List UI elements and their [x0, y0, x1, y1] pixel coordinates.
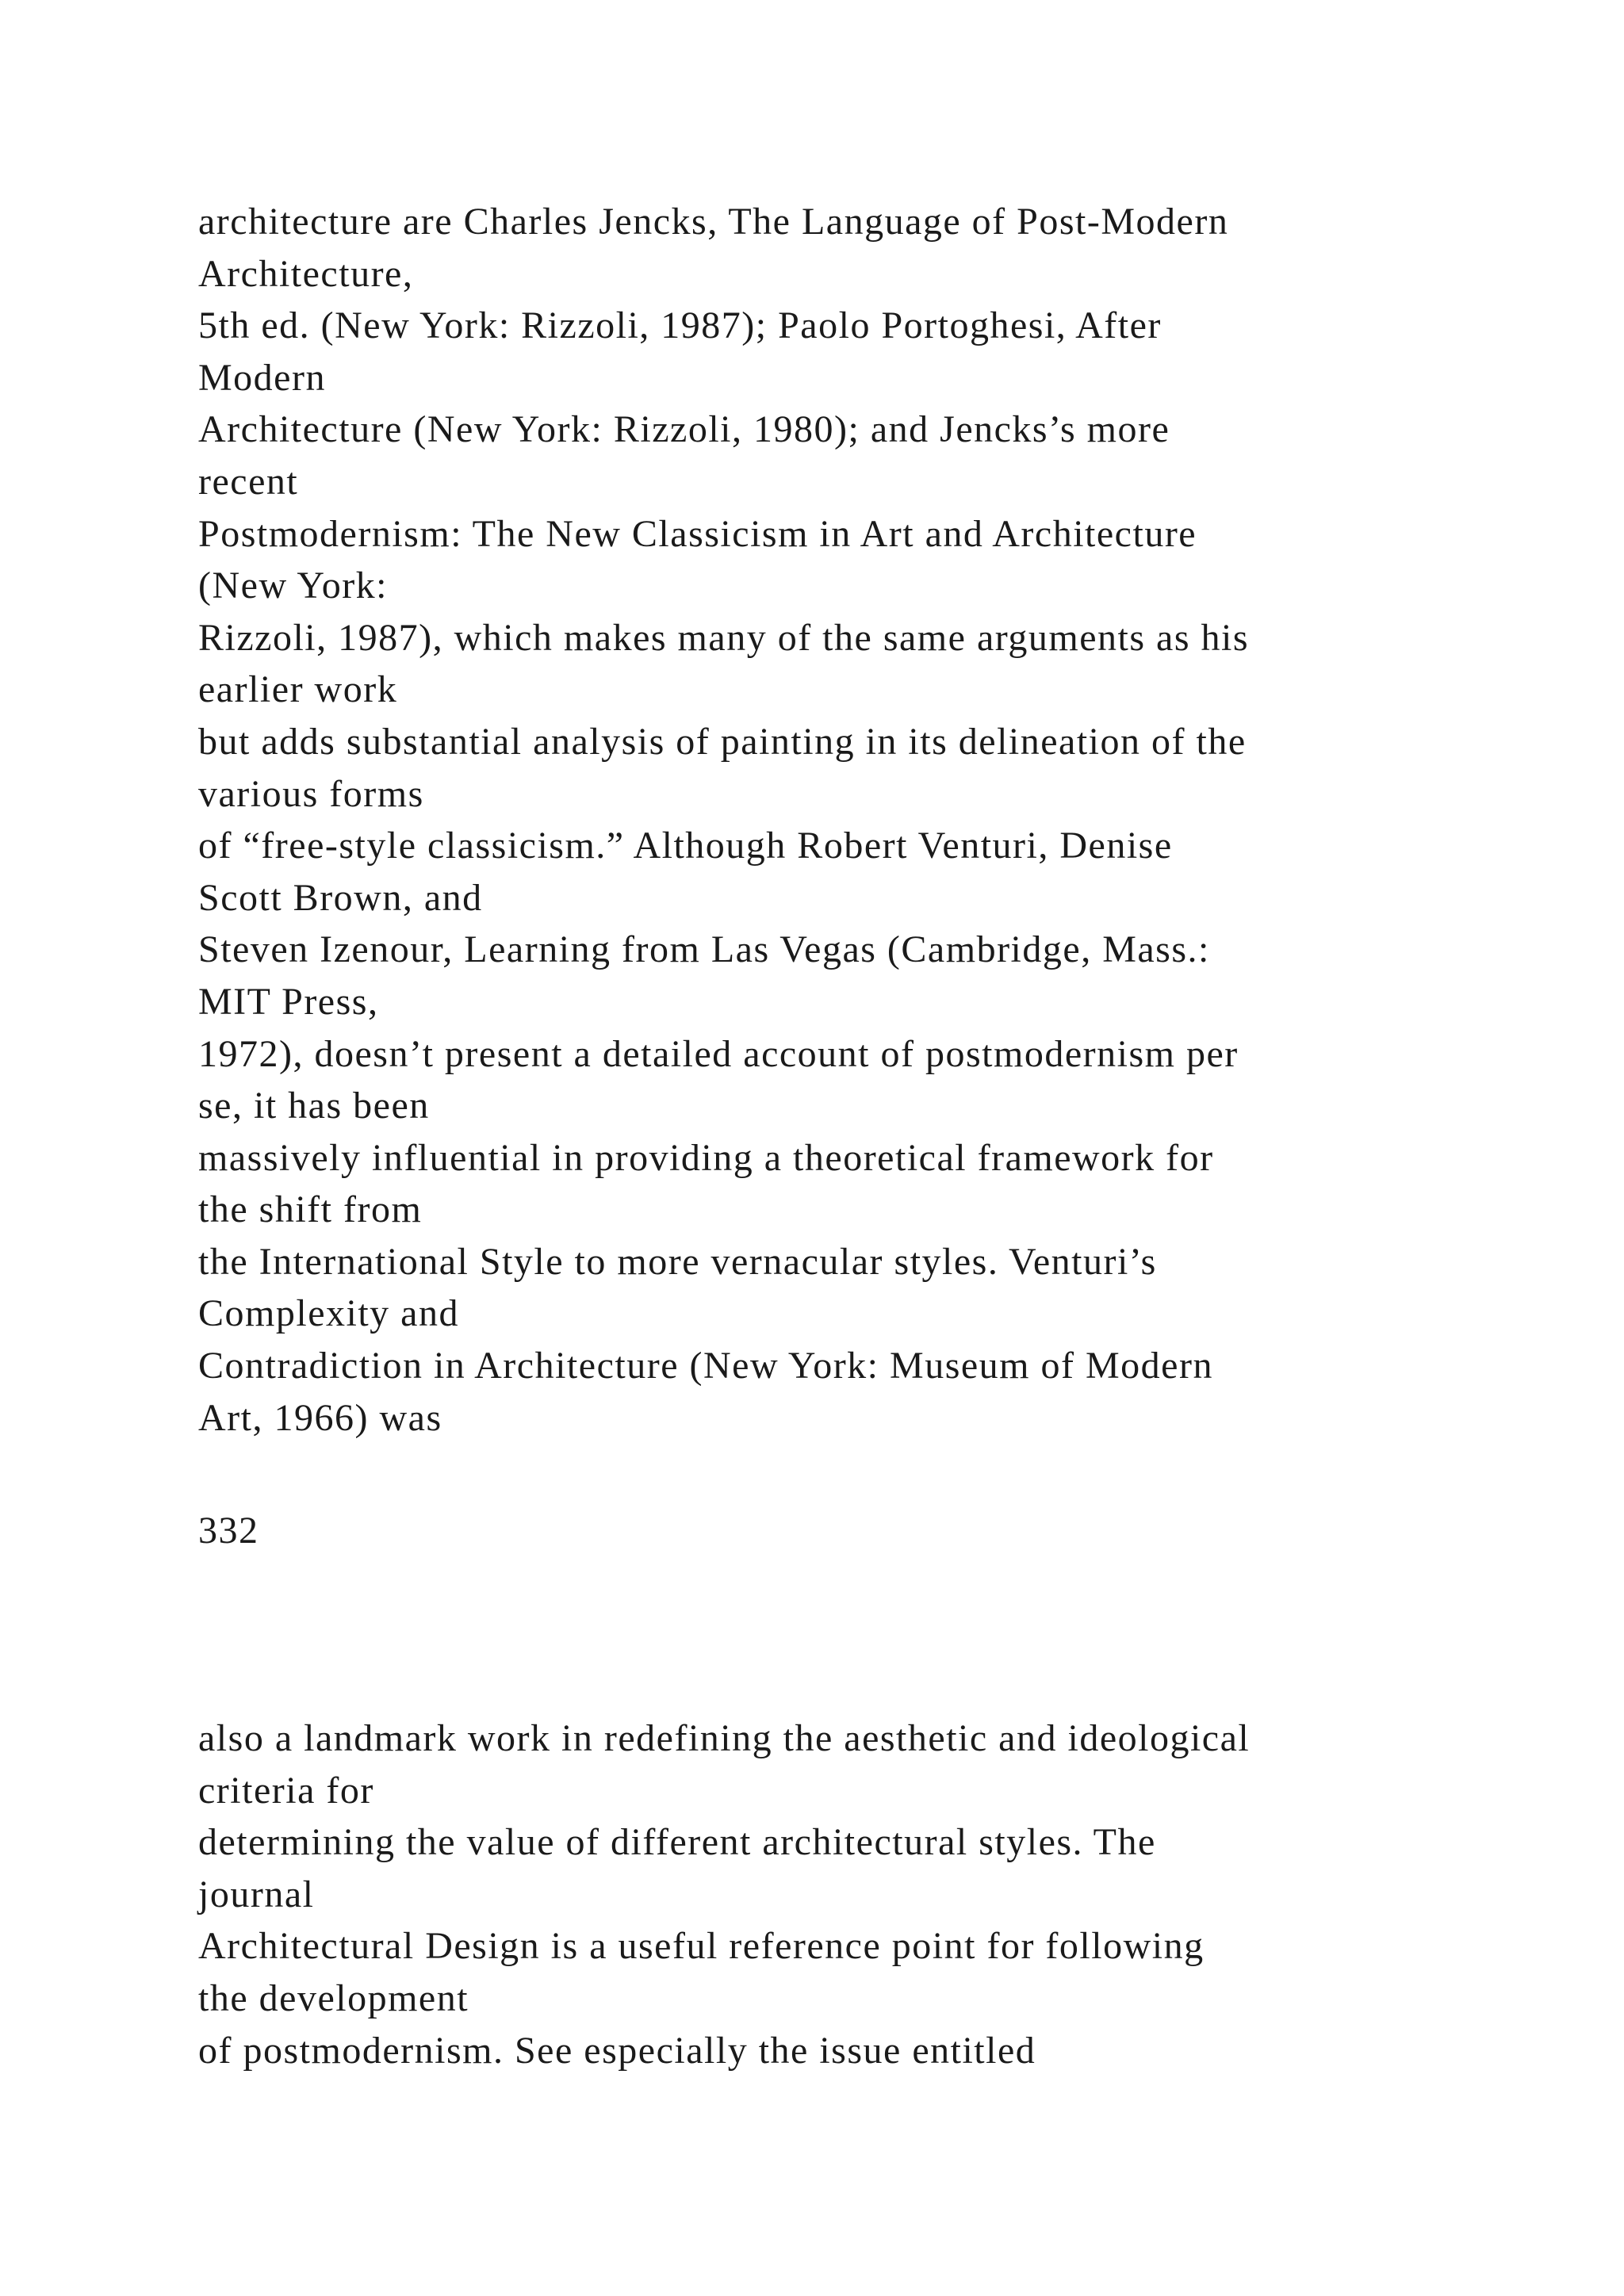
text-block-lower [198, 1712, 1483, 2076]
text-line: 1972), doesn’t present a detailed account of postmodernism per [198, 1032, 1239, 1075]
text-line: journal [198, 1873, 315, 1915]
text-line: Architecture (New York: Rizzoli, 1980); and Jencks’s more [198, 408, 1170, 451]
text-line: MIT Press, [198, 980, 379, 1023]
text-line: the development [198, 1976, 469, 2019]
text-line: various forms [198, 772, 424, 815]
text-line: Art, 1966) was [198, 1396, 442, 1439]
text-line: earlier work [198, 668, 398, 711]
text-line: Architectural Design is a useful reference point for following [198, 1925, 1205, 1968]
text-line: massively influential in providing a theoretical framework for [198, 1136, 1214, 1179]
text-line: Postmodernism: The New Classicism in Art and Architecture [198, 512, 1197, 555]
text-line: but adds substantial analysis of painting in its delineation of the [198, 720, 1247, 763]
text-line: Scott Brown, and [198, 876, 483, 919]
text-line: (New York: [198, 564, 389, 607]
text-line: Complexity and [198, 1292, 459, 1335]
text-line: Architecture, [198, 252, 414, 295]
text-line: Modern [198, 356, 326, 399]
text-line: Rizzoli, 1987), which makes many of the same arguments as his [198, 616, 1250, 659]
text-line: the International Style to more vernacular styles. Venturi’s [198, 1240, 1157, 1283]
text-line: criteria for [198, 1769, 374, 1812]
text-line: architecture are Charles Jencks, The Language of Post-Modern [198, 201, 1229, 243]
text-line: 5th ed. (New York: Rizzoli, 1987); Paolo Portoghesi, After [198, 304, 1162, 347]
text-line: se, it has been [198, 1085, 430, 1127]
text-block-upper [198, 196, 1483, 1444]
text-line: recent [198, 460, 299, 503]
text-line: Steven Izenour, Learning from Las Vegas (Cambridge, Mass.: [198, 928, 1210, 971]
text-line: also a landmark work in redefining the aesthetic and ideological [198, 1717, 1251, 1759]
text-line: the shift from [198, 1188, 423, 1231]
page-number: 332 [198, 1510, 259, 1552]
text-line: of postmodernism. See especially the issue entitled [198, 2029, 1036, 2072]
text-line: determining the value of different architectural styles. The [198, 1821, 1156, 1864]
text-line: Contradiction in Architecture (New York: Museum of Modern [198, 1345, 1213, 1387]
text-line: of “free-style classicism.” Although Robert Venturi, Denise [198, 825, 1173, 867]
